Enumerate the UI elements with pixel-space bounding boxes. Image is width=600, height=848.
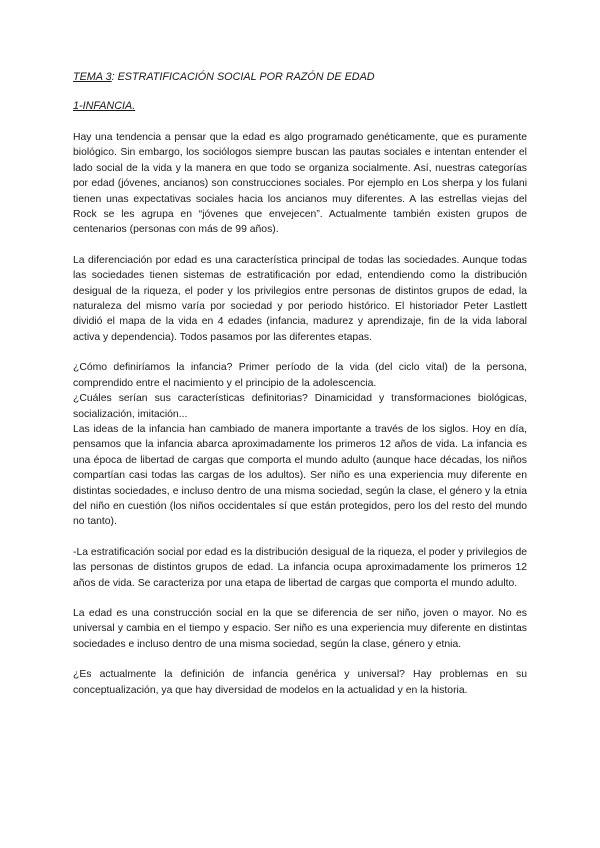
title-prefix: TEMA 3 bbox=[73, 71, 112, 83]
paragraph: La diferenciación por edad es una característica principal de todas las sociedades. Aunque todas las sociedades tienen sistemas de estratificación por edad, entendiendo como la distribución desigual de la riqueza, el poder y los privilegios entre personas de distintos grupos de edad, la naturaleza del mismo varía por sociedad y por periodo histórico. El historiador Peter Lastlett dividió el mapa de la vida en 4 edades (infancia, madurez y aprendizaje, fin de la vida laboral activa y dependencia). Todos pasamos por las diferentes etapas. bbox=[73, 254, 527, 343]
paragraph: ¿Es actualmente la definición de infancia genérica y universal? Hay problemas en su conceptualización, ya que hay diversidad de modelos en la actualidad y en la historia. bbox=[73, 669, 527, 696]
paragraph: ¿Cómo definiríamos la infancia? Primer período de la vida (del ciclo vital) de la persona, comprendido entre el nacimiento y el principio de la adolescencia. bbox=[73, 362, 527, 389]
paragraph: -La estratificación social por edad es la distribución desigual de la riqueza, el poder y privilegios de las personas de distintos grupos de edad. La infancia ocupa aproximadamente los primeros 12 años de vida. Se caracteriza por una etapa de libertad de cargas que comporta el mundo adulto. bbox=[73, 546, 527, 589]
title-rest: : ESTRATIFICACIÓN SOCIAL POR RAZÓN DE EDAD bbox=[111, 71, 375, 83]
paragraph: La edad es una construcción social en la que se diferencia de ser niño, joven o mayor. No es universal y cambia en el tiempo y espacio. Ser niño es una experiencia muy diferente en distintas sociedades e incluso dentro de una misma sociedad, según la clase, género y etnia. bbox=[73, 607, 527, 650]
paragraph: Las ideas de la infancia han cambiado de manera importante a través de los siglos. Hoy en día, pensamos que la infancia abarca aproximadamente los primeros 12 años de vida. La infancia es una época de libertad de cargas que comporta el mundo adulto (aunque hace décadas, los niños compartían casi todas las cargas de los adultos). Ser niño es una experiencia muy diferente en distintas sociedades, e incluso dentro de una misma sociedad, según la clase, el género y la etnia del niño en cuestión (los niños occidentales sí que están protegidos, pero los del resto del mundo no tanto). bbox=[73, 423, 527, 528]
document-title bbox=[73, 70, 527, 84]
paragraph: ¿Cuáles serían sus características definitorias? Dinamicidad y transformaciones biológicas, socialización, imitación... bbox=[73, 393, 527, 420]
paragraph: Hay una tendencia a pensar que la edad es algo programado genéticamente, que es puramente biológico. Sin embargo, los sociólogos siempre buscan las pautas sociales e intentan entender el lado social de la vida y la manera en que todo se organiza socialmente. Así, nuestras categorías por edad (jóvenes, ancianos) son construcciones sociales. Por ejemplo en Los sherpa y los fulani tienen unas expectativas sociales hacia los ancianos muy diferentes. A las estrellas viejas del Rock se les agrupa en “jóvenes que envejecen”. Actualmente también existen grupos de centenarios (personas con más de 99 años). bbox=[73, 132, 527, 236]
section-heading: 1-INFANCIA. bbox=[73, 100, 136, 112]
